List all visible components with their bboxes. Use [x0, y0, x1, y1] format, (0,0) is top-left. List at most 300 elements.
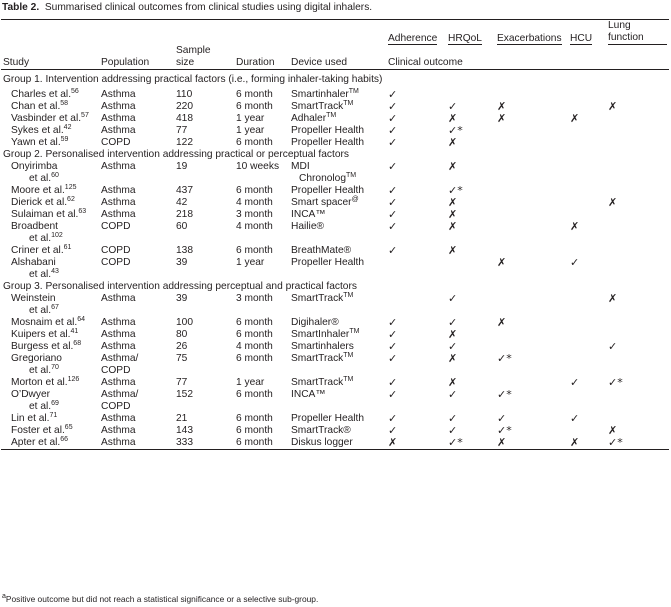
cell-study [1, 137, 99, 149]
cell-hcu: ✗ [570, 220, 580, 233]
study-ref: 65 [64, 424, 73, 431]
table-row [1, 245, 669, 257]
cell-device [289, 113, 386, 125]
cell-study [1, 125, 99, 137]
cell-duration: 6 month [236, 245, 273, 256]
study-ref: 66 [60, 436, 69, 443]
study-name: Burgess et al. [11, 341, 74, 352]
cell-adherence: ✓ [388, 328, 398, 341]
device: Propeller Health [291, 137, 365, 148]
study-name: Lin et al. [11, 413, 50, 424]
population: COPD [101, 221, 131, 232]
device: Smartinhalers [291, 341, 354, 352]
cell-sample-size: 110 [176, 89, 193, 100]
population: Asthma [101, 341, 136, 352]
study-name: Onyirimba [11, 161, 58, 172]
cell-population [99, 353, 174, 377]
cell-adherence [386, 257, 446, 281]
device: SmartTrack® [291, 425, 351, 436]
cell-population [99, 221, 174, 245]
cell-sample-size: 39 [176, 293, 188, 304]
device: BreathMate® [291, 245, 352, 256]
cell-adherence: ✓ [388, 244, 398, 257]
cell-lung-function: ✗ [608, 100, 618, 113]
study-name: Moore et al. [11, 185, 65, 196]
cell-sample-size: 75 [176, 353, 188, 364]
header-device: Device used [291, 57, 348, 68]
device-sup: TM [343, 352, 354, 359]
header-lung-1: Lung [608, 20, 631, 31]
study-ref: 57 [81, 112, 89, 119]
cell-device [289, 161, 386, 185]
cell-duration: 3 month [236, 293, 273, 304]
cell-hrqol: ✓* [448, 124, 463, 137]
population: Asthma [101, 101, 136, 112]
population: Asthma [101, 377, 136, 388]
population: Asthma [101, 425, 136, 436]
header-population: Population [101, 57, 150, 68]
cell-lung-function: ✗ [608, 292, 618, 305]
study-ref: 61 [63, 244, 72, 251]
cell-duration: 6 month [236, 353, 273, 364]
cell-hrqol: ✓ [448, 424, 458, 437]
table-row [1, 221, 669, 245]
cell-duration: 1 year [236, 113, 265, 124]
table-row [1, 137, 669, 149]
device-sup: TM [348, 88, 359, 95]
cell-device [289, 185, 386, 197]
population: COPD [101, 257, 131, 268]
cell-population [99, 293, 174, 317]
study-ref: 58 [60, 100, 69, 107]
study-ref: 62 [67, 196, 75, 203]
study-ref: 56 [71, 88, 79, 95]
cell-population [99, 161, 174, 185]
device-sup: TM [349, 328, 360, 335]
cell-exacerbations [495, 221, 568, 245]
study-ref: 41 [70, 328, 79, 335]
cell-adherence: ✓ [388, 196, 398, 209]
study-name: Alshabani [11, 257, 56, 268]
study-name-cont [11, 365, 97, 377]
study-name: Yawn et al. [11, 137, 61, 148]
cell-adherence: ✓ [388, 376, 398, 389]
study-name: Dierick et al. [11, 197, 68, 208]
cell-study [1, 353, 99, 377]
header-sample-2: size [176, 57, 195, 68]
cell-exacerbations [495, 329, 568, 341]
group-row [1, 149, 669, 161]
cell-exacerbations [495, 197, 568, 209]
device: Digihaler® [291, 317, 339, 328]
cell-device [289, 221, 386, 245]
population: COPD [101, 245, 131, 256]
population: Asthma [101, 413, 136, 424]
device-sup: TM [343, 100, 354, 107]
cell-exacerbations: ✓* [497, 352, 512, 365]
cell-duration: 6 month [236, 425, 273, 436]
study-name: Broadbent [11, 221, 59, 232]
cell-study [1, 257, 99, 281]
cell-lung-function [606, 221, 669, 245]
cell-sample-size: 19 [176, 161, 188, 172]
cell-hcu [568, 89, 606, 101]
study-ref: 68 [73, 340, 82, 347]
cell-adherence: ✓ [388, 124, 398, 137]
cell-hrqol: ✗ [448, 112, 458, 125]
cell-hcu [568, 293, 606, 317]
header-study: Study [3, 57, 30, 68]
device: Propeller Health [291, 413, 365, 424]
study-ref: 43 [51, 268, 59, 275]
device: Smartinhaler [291, 89, 349, 100]
outcomes-table [1, 19, 669, 450]
cell-lung-function [606, 125, 669, 137]
cell-study [1, 341, 99, 353]
header-row-2 [1, 45, 669, 70]
population: Asthma/ [101, 353, 139, 364]
cell-hrqol: ✓ [448, 388, 458, 401]
cell-study [1, 89, 99, 101]
cell-sample-size: 77 [176, 125, 188, 136]
study-ref: 42 [63, 124, 72, 131]
cell-study [1, 317, 99, 329]
cell-lung-function [606, 209, 669, 221]
cell-population [99, 125, 174, 137]
table-row [1, 437, 669, 450]
group-title: Group 1. Intervention addressing practical factors (i.e., forming inhaler-taking habits) [3, 73, 383, 85]
population: Asthma [101, 329, 136, 340]
cell-duration: 3 month [236, 209, 273, 220]
device: Propeller Health [291, 257, 365, 268]
cell-population [99, 437, 174, 450]
cell-hcu: ✓ [570, 412, 580, 425]
device: Adhaler [291, 113, 327, 124]
header-hrqol: HRQoL [448, 33, 482, 44]
cell-adherence: ✗ [388, 436, 398, 449]
device-sup: TM [346, 172, 357, 179]
device-sup: @ [351, 196, 359, 203]
group-title: Group 2. Personalised intervention addressing practical or perceptual factors [3, 149, 349, 160]
cell-device [289, 341, 386, 353]
cell-study [1, 437, 99, 450]
cell-population [99, 425, 174, 437]
study-name: Kuipers et al. [11, 329, 71, 340]
cell-lung-function [606, 353, 669, 377]
cell-adherence: ✓ [388, 340, 398, 353]
cell-hcu [568, 185, 606, 197]
cell-device [289, 413, 386, 425]
study-ref: 125 [64, 184, 77, 191]
cell-hrqol: ✓ [448, 340, 458, 353]
study-name-2: et al. [29, 269, 52, 280]
table-row [1, 113, 669, 125]
study-ref: 64 [77, 316, 86, 323]
table-row [1, 413, 669, 425]
table-row [1, 425, 669, 437]
table-row [1, 293, 669, 317]
study-ref: 63 [78, 208, 87, 215]
cell-lung-function [606, 245, 669, 257]
cell-population [99, 257, 174, 281]
device: MDI [291, 161, 310, 172]
study-name: Mosnaim et al. [11, 317, 78, 328]
cell-study [1, 329, 99, 341]
study-ref: 59 [60, 136, 69, 143]
cell-population [99, 317, 174, 329]
cell-hcu: ✗ [570, 112, 580, 125]
population: Asthma [101, 113, 136, 124]
cell-device [289, 353, 386, 377]
device: SmartInhaler [291, 329, 350, 340]
cell-duration: 4 month [236, 341, 273, 352]
table-row [1, 377, 669, 389]
cell-adherence: ✓ [388, 316, 398, 329]
cell-sample-size: 122 [176, 137, 193, 148]
device: SmartTrack [291, 353, 344, 364]
cell-adherence: ✓ [388, 160, 398, 173]
population: Asthma [101, 437, 136, 448]
cell-lung-function [606, 113, 669, 125]
cell-hcu [568, 353, 606, 377]
table-footnote [2, 594, 318, 604]
table-body [1, 70, 669, 450]
group-row [1, 281, 669, 293]
header-exacerbations: Exacerbations [497, 33, 562, 44]
population: Asthma [101, 197, 136, 208]
cell-duration: 6 month [236, 317, 273, 328]
table-row [1, 341, 669, 353]
cell-device [289, 89, 386, 101]
cell-sample-size: 333 [176, 437, 193, 448]
cell-device [289, 125, 386, 137]
cell-adherence: ✓ [388, 352, 398, 365]
cell-population [99, 377, 174, 389]
study-ref: 70 [51, 364, 59, 371]
study-name: Apter et al. [11, 437, 61, 448]
population: Asthma [101, 209, 136, 220]
table-row [1, 317, 669, 329]
study-name: Chan et al. [11, 101, 61, 112]
cell-duration: 1 year [236, 377, 265, 388]
cell-exacerbations [495, 209, 568, 221]
population: Asthma [101, 89, 136, 100]
cell-population [99, 89, 174, 101]
cell-sample-size: 80 [176, 329, 188, 340]
cell-population [99, 137, 174, 149]
device: SmartTrack [291, 101, 344, 112]
footnote-mark: a [2, 593, 6, 600]
cell-study [1, 293, 99, 317]
cell-duration: 6 month [236, 437, 273, 448]
device: SmartTrack [291, 377, 344, 388]
cell-exacerbations [495, 125, 568, 137]
study-name: Criner et al. [11, 245, 64, 256]
study-name: Charles et al. [11, 89, 72, 100]
cell-duration: 6 month [236, 101, 273, 112]
cell-study [1, 389, 99, 413]
study-name: O’Dwyer [11, 389, 51, 400]
cell-hcu [568, 197, 606, 209]
cell-lung-function: ✓ [608, 340, 618, 353]
cell-exacerbations: ✓* [497, 388, 512, 401]
cell-population [99, 245, 174, 257]
table-caption [2, 2, 372, 14]
cell-population [99, 113, 174, 125]
cell-adherence: ✓ [388, 88, 398, 101]
cell-hrqol: ✓ [448, 412, 458, 425]
cell-hrqol: ✗ [448, 244, 458, 257]
cell-hrqol: ✓ [448, 316, 458, 329]
device: INCA™ [291, 209, 326, 220]
header-sample-size [174, 45, 234, 70]
cell-hrqol: ✓ [448, 292, 458, 305]
study-ref: 102 [51, 232, 63, 239]
population: COPD [101, 137, 131, 148]
cell-device [289, 293, 386, 317]
cell-study [1, 413, 99, 425]
device: INCA™ [291, 389, 326, 400]
cell-exacerbations: ✓* [497, 424, 512, 437]
study-name-cont [11, 269, 97, 281]
cell-device [289, 377, 386, 389]
device-sup: TM [343, 292, 354, 299]
cell-sample-size: 418 [176, 113, 193, 124]
cell-population [99, 101, 174, 113]
cell-study [1, 209, 99, 221]
cell-device [289, 197, 386, 209]
cell-device [289, 209, 386, 221]
cell-population [99, 329, 174, 341]
cell-hrqol: ✗ [448, 196, 458, 209]
cell-hcu [568, 161, 606, 185]
cell-adherence: ✓ [388, 184, 398, 197]
study-name-2: et al. [29, 401, 52, 412]
cell-hrqol: ✗ [448, 376, 458, 389]
cell-adherence: ✓ [388, 136, 398, 149]
cell-population [99, 197, 174, 209]
cell-sample-size: 21 [176, 413, 188, 424]
cell-adherence: ✓ [388, 388, 398, 401]
cell-adherence: ✓ [388, 220, 398, 233]
table-row [1, 197, 669, 209]
device-sup: TM [343, 376, 354, 383]
cell-device [289, 425, 386, 437]
table-row [1, 329, 669, 341]
study-ref: 67 [51, 304, 59, 311]
cell-hrqol: ✗ [448, 352, 458, 365]
cell-hrqol: ✗ [448, 328, 458, 341]
cell-duration: 6 month [236, 389, 273, 400]
cell-study [1, 113, 99, 125]
cell-adherence [386, 293, 446, 317]
cell-lung-function: ✗ [608, 424, 618, 437]
cell-exacerbations: ✗ [497, 100, 507, 113]
cell-hrqol: ✗ [448, 208, 458, 221]
cell-sample-size: 138 [176, 245, 193, 256]
table-row [1, 161, 669, 185]
population: Asthma [101, 125, 136, 136]
cell-sample-size: 218 [176, 209, 193, 220]
cell-duration: 10 weeks [236, 161, 280, 172]
cell-population [99, 413, 174, 425]
study-name-cont [11, 173, 97, 185]
device: Hailie® [291, 221, 324, 232]
cell-adherence: ✓ [388, 412, 398, 425]
population: Asthma [101, 317, 136, 328]
table-row [1, 185, 669, 197]
cell-duration: 6 month [236, 89, 273, 100]
study-name-2: et al. [29, 365, 52, 376]
cell-device [289, 137, 386, 149]
cell-study [1, 161, 99, 185]
caption-text: Summarised clinical outcomes from clinical studies using digital inhalers. [44, 2, 373, 13]
cell-hrqol: ✓* [448, 436, 463, 449]
header-lung-2: function [608, 32, 667, 45]
cell-device [289, 245, 386, 257]
cell-hrqol: ✓* [448, 184, 463, 197]
study-name: Sykes et al. [11, 125, 64, 136]
cell-sample-size: 26 [176, 341, 188, 352]
cell-lung-function [606, 389, 669, 413]
cell-sample-size: 77 [176, 377, 188, 388]
cell-exacerbations [495, 137, 568, 149]
cell-sample-size: 100 [176, 317, 193, 328]
cell-hrqol [446, 257, 495, 281]
cell-duration: 1 year [236, 125, 265, 136]
table-row [1, 353, 669, 377]
cell-hcu [568, 341, 606, 353]
table-row [1, 209, 669, 221]
cell-population [99, 341, 174, 353]
cell-duration: 6 month [236, 185, 273, 196]
cell-hcu: ✓ [570, 256, 580, 269]
cell-duration: 4 month [236, 197, 273, 208]
cell-study [1, 185, 99, 197]
cell-exacerbations: ✗ [497, 112, 507, 125]
cell-hcu [568, 137, 606, 149]
cell-lung-function [606, 137, 669, 149]
cell-lung-function: ✗ [608, 196, 618, 209]
population-2: COPD [101, 365, 131, 376]
table-row [1, 89, 669, 101]
header-row-1 [1, 20, 669, 45]
header-sample-1: Sample [176, 45, 211, 56]
cell-sample-size: 152 [176, 389, 193, 400]
study-ref: 69 [51, 400, 59, 407]
cell-lung-function: ✓* [608, 376, 623, 389]
cell-hcu [568, 389, 606, 413]
population-2: COPD [101, 401, 131, 412]
study-name-2: et al. [29, 305, 52, 316]
cell-study [1, 425, 99, 437]
cell-exacerbations: ✗ [497, 316, 507, 329]
header-clinical-outcome: Clinical outcome [388, 57, 463, 68]
header-duration: Duration [236, 57, 275, 68]
study-name-2: et al. [29, 173, 52, 184]
study-name: Foster et al. [11, 425, 65, 436]
cell-duration: 6 month [236, 413, 273, 424]
device-cont [291, 173, 384, 185]
cell-duration: 4 month [236, 221, 273, 232]
cell-study [1, 221, 99, 245]
device: Smart spacer [291, 197, 352, 208]
caption-label: Table 2. [2, 2, 40, 13]
cell-duration: 6 month [236, 329, 273, 340]
device-sup: TM [326, 112, 337, 119]
cell-device [289, 389, 386, 413]
cell-sample-size: 437 [176, 185, 193, 196]
